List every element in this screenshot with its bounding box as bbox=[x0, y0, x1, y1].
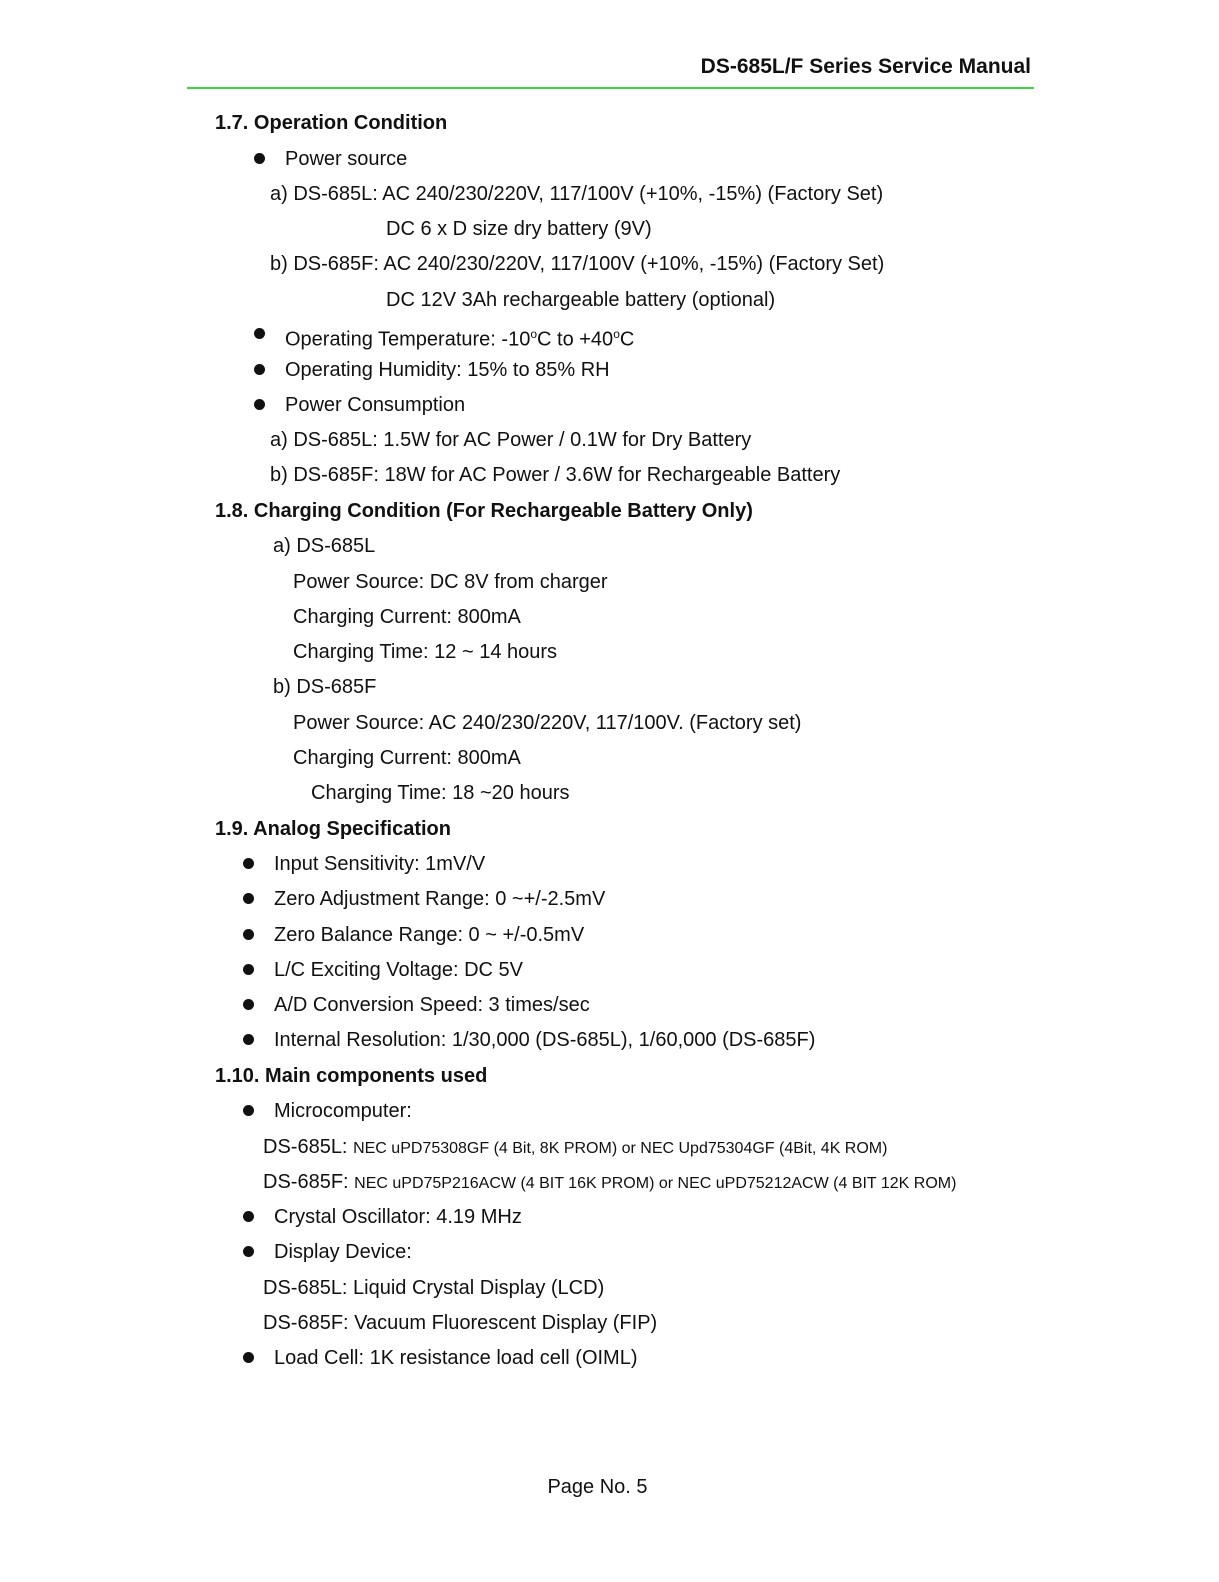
analog-spec-item: Input Sensitivity: 1mV/V bbox=[274, 853, 486, 875]
display-device-label: Display Device: bbox=[274, 1241, 412, 1263]
display-device-ds685f: DS-685F: Vacuum Fluorescent Display (FIP) bbox=[263, 1312, 658, 1334]
power-source-b-battery: DC 12V 3Ah rechargeable battery (optional) bbox=[386, 289, 776, 311]
bullet-icon bbox=[243, 893, 254, 904]
crystal-oscillator: Crystal Oscillator: 4.19 MHz bbox=[274, 1206, 522, 1228]
bullet-icon bbox=[254, 399, 265, 410]
section-heading-1-10: 1.10. Main components used bbox=[215, 1065, 488, 1087]
bullet-icon bbox=[254, 328, 265, 339]
power-consumption-b: b) DS-685F: 18W for AC Power / 3.6W for Rechargeable Battery bbox=[270, 464, 841, 486]
charging-b-title: b) DS-685F bbox=[273, 676, 377, 698]
analog-spec-item: A/D Conversion Speed: 3 times/sec bbox=[274, 994, 590, 1016]
display-device-ds685l: DS-685L: Liquid Crystal Display (LCD) bbox=[263, 1277, 605, 1299]
analog-spec-item: Internal Resolution: 1/30,000 (DS-685L), 1/60,000 (DS-685F) bbox=[274, 1029, 816, 1051]
power-source-b: b) DS-685F: AC 240/230/220V, 117/100V (+10%, -15%) (Factory Set) bbox=[270, 253, 885, 275]
analog-spec-item: L/C Exciting Voltage: DC 5V bbox=[274, 959, 524, 981]
operating-temperature: Operating Temperature: -10$^o$C to $+40^oC$ bbox=[285, 327, 635, 351]
bullet-icon bbox=[243, 1246, 254, 1257]
power-source-a: a) DS-685L: AC 240/230/220V, 117/100V (+10%, -15%) (Factory Set) bbox=[270, 183, 884, 205]
analog-spec-item: Zero Balance Range: 0 ~ +/-0.5mV bbox=[274, 924, 585, 946]
microcomputer-ds685l: DS-685L: NEC uPD75308GF (4 Bit, 8K PROM) or NEC Upd75304GF (4Bit, 4K ROM) bbox=[263, 1136, 888, 1158]
header-rule bbox=[187, 87, 1034, 89]
bullet-icon bbox=[243, 999, 254, 1010]
power-source-label: Power source bbox=[285, 148, 408, 170]
bullet-icon bbox=[243, 964, 254, 975]
manual-title: DS-685L/F Series Service Manual bbox=[700, 55, 1031, 78]
section-heading-1-8: 1.8. Charging Condition (For Rechargeable Battery Only) bbox=[215, 500, 753, 522]
bullet-icon bbox=[254, 153, 265, 164]
bullet-icon bbox=[243, 1105, 254, 1116]
power-source-a-battery: DC 6 x D size dry battery (9V) bbox=[386, 218, 652, 240]
power-consumption-a: a) DS-685L: 1.5W for AC Power / 0.1W for Dry Battery bbox=[270, 429, 752, 451]
load-cell: Load Cell: 1K resistance load cell (OIML) bbox=[274, 1347, 638, 1369]
bullet-icon bbox=[243, 1211, 254, 1222]
bullet-icon bbox=[243, 929, 254, 940]
analog-spec-item: Zero Adjustment Range: 0 ~+/-2.5mV bbox=[274, 888, 606, 910]
charging-a-time: Charging Time: 12 ~ 14 hours bbox=[293, 641, 558, 663]
microcomputer-label: Microcomputer: bbox=[274, 1100, 412, 1122]
section-heading-1-9: 1.9. Analog Specification bbox=[215, 818, 451, 840]
charging-b-source: Power Source: AC 240/230/220V, 117/100V. (Factory set) bbox=[293, 712, 802, 734]
bullet-icon bbox=[243, 1352, 254, 1363]
charging-a-title: a) DS-685L bbox=[273, 535, 376, 557]
page-number: Page No. 5 bbox=[547, 1476, 648, 1498]
charging-b-current: Charging Current: 800mA bbox=[293, 747, 521, 769]
charging-b-time: Charging Time: 18 ~20 hours bbox=[311, 782, 570, 804]
bullet-icon bbox=[243, 1034, 254, 1045]
charging-a-current: Charging Current: 800mA bbox=[293, 606, 521, 628]
section-heading-1-7: 1.7. Operation Condition bbox=[215, 112, 448, 134]
power-consumption-label: Power Consumption bbox=[285, 394, 466, 416]
bullet-icon bbox=[243, 858, 254, 869]
charging-a-source: Power Source: DC 8V from charger bbox=[293, 571, 608, 593]
operating-humidity: Operating Humidity: 15% to 85% RH bbox=[285, 359, 610, 381]
bullet-icon bbox=[254, 364, 265, 375]
microcomputer-ds685f: DS-685F: NEC uPD75P216ACW (4 BIT 16K PROM) or NEC uPD75212ACW (4 BIT 12K ROM) bbox=[263, 1171, 957, 1193]
